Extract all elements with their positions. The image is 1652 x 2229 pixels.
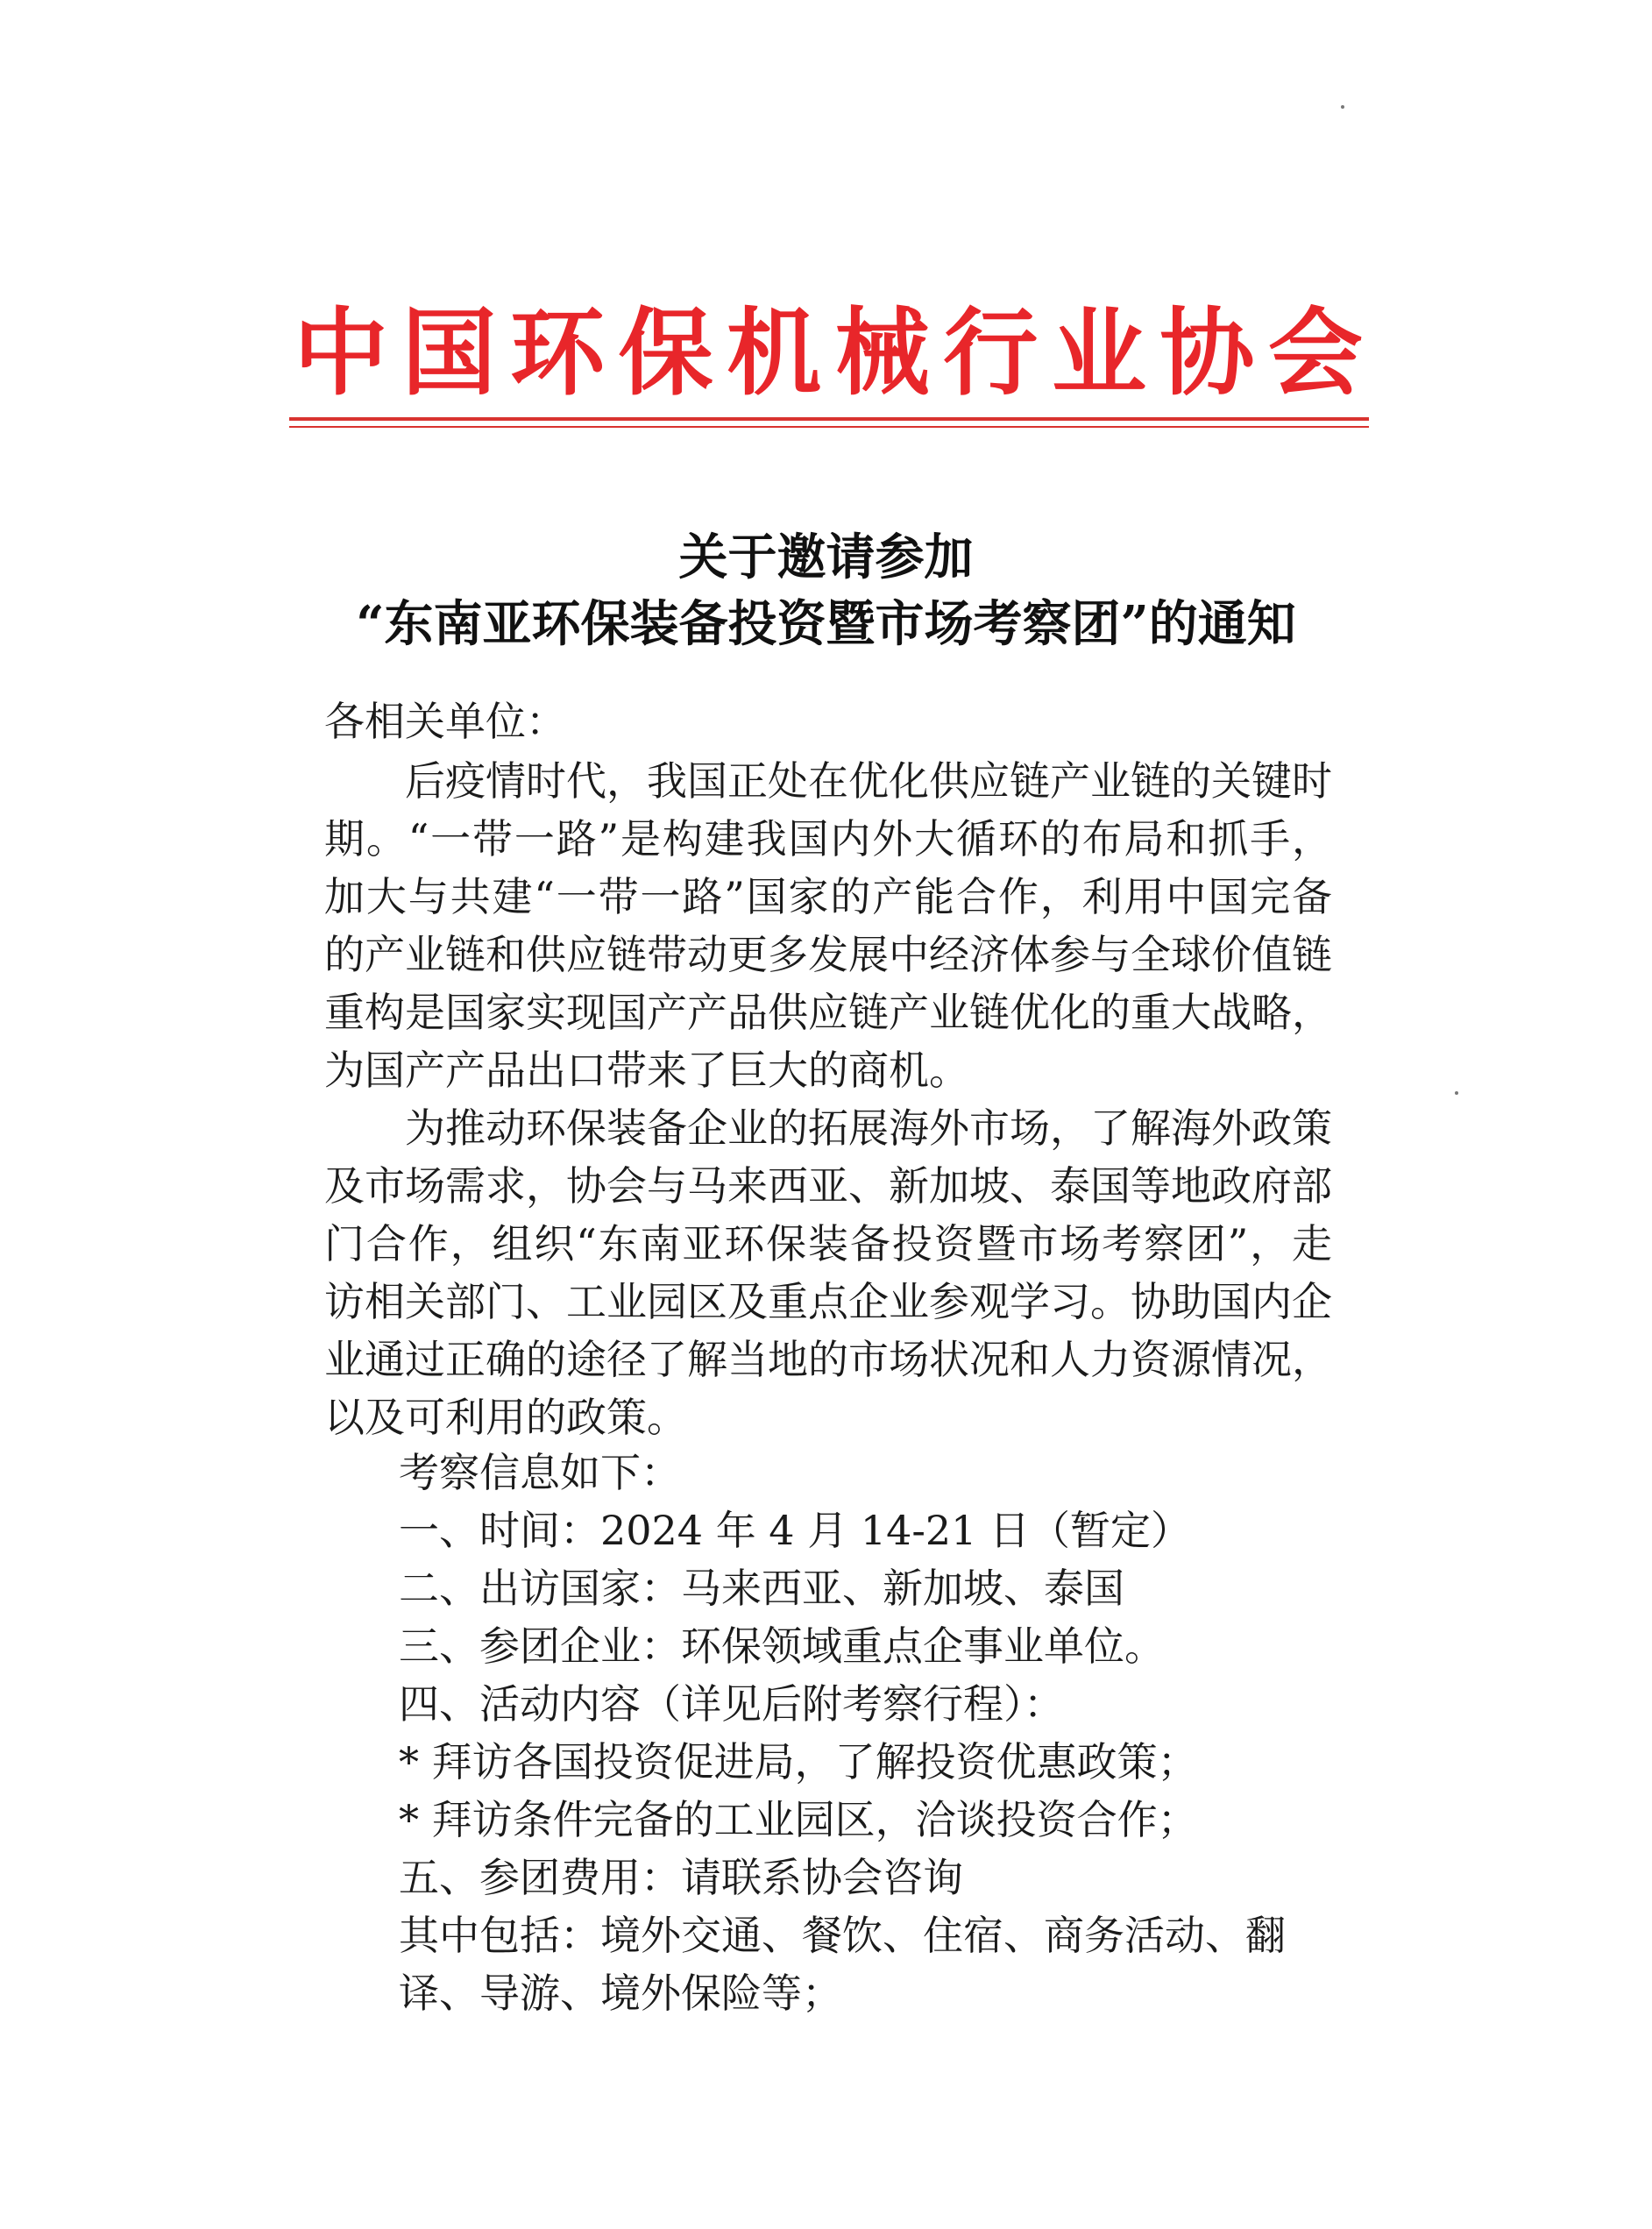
letterhead-char: 械 (834, 298, 930, 408)
scan-speck (1455, 1091, 1458, 1095)
letterhead-char: 协 (1159, 298, 1255, 408)
letterhead-char: 业 (1051, 298, 1146, 408)
info-activity-item: * 拜访各国投资促进局，了解投资优惠政策； (399, 1738, 1198, 1785)
letterhead-char: 中 (293, 298, 388, 408)
info-time: 一、时间：2024 年 4 月 14-21 日（暂定） (399, 1507, 1192, 1554)
letterhead-char: 保 (618, 298, 713, 408)
info-activity-item: * 拜访条件完备的工业园区，洽谈投资合作； (399, 1796, 1198, 1843)
letterhead-divider-thick (289, 417, 1369, 421)
info-intro: 考察信息如下： (399, 1449, 681, 1496)
notice-title-line1: 关于邀请参加 (678, 529, 974, 586)
letterhead-char: 环 (510, 298, 606, 408)
letterhead-char: 行 (943, 298, 1039, 408)
info-fee-includes: 其中包括：境外交通、餐饮、住宿、商务活动、翻译、导游、境外保险等； (399, 1912, 1286, 2017)
scan-speck (1341, 105, 1344, 109)
letterhead-char: 会 (1267, 298, 1363, 408)
letterhead-char: 机 (727, 298, 822, 408)
inspection-info-list (399, 1444, 1345, 2022)
letterhead-divider-thin (289, 426, 1369, 428)
letterhead-char: 国 (401, 298, 497, 408)
notice-title-line2: “东南亚环保装备投资暨市场考察团”的通知 (356, 595, 1296, 653)
info-fee: 五、参团费用：请联系协会咨询 (399, 1854, 963, 1901)
salutation: 各相关单位： (324, 698, 566, 745)
organization-letterhead (289, 279, 1367, 410)
info-countries: 二、出访国家：马来西亚、新加坡、泰国 (399, 1565, 1124, 1612)
info-participants: 三、参团企业：环保领域重点企事业单位。 (399, 1622, 1165, 1670)
body-paragraph-2: 为推动环保装备企业的拓展海外市场，了解海外政策及市场需求，协会与马来西亚、新加坡、泰国等地政府部门合作，组织“东南亚环保装备投资暨市场考察团”，走访相关部门、工业园区及重点企业参观学习。协助国内企业通过正确的途径了解当地的市场状况和人力资源情况，以及可利用的政策。 (324, 1104, 1332, 1441)
info-activities-heading: 四、活动内容（详见后附考察行程）： (399, 1680, 1064, 1728)
body-paragraph-1: 后疫情时代，我国正处在优化供应链产业链的关键时期。“一带一路”是构建我国内外大循环的布局和抓手，加大与共建“一带一路”国家的产能合作，利用中国完备的产业链和供应链带动更多发展中经济体参与全球价值链重构是国家实现国产产品供应链产业链优化的重大战略，为国产产品出口带来了巨大的商机。 (324, 757, 1332, 1094)
